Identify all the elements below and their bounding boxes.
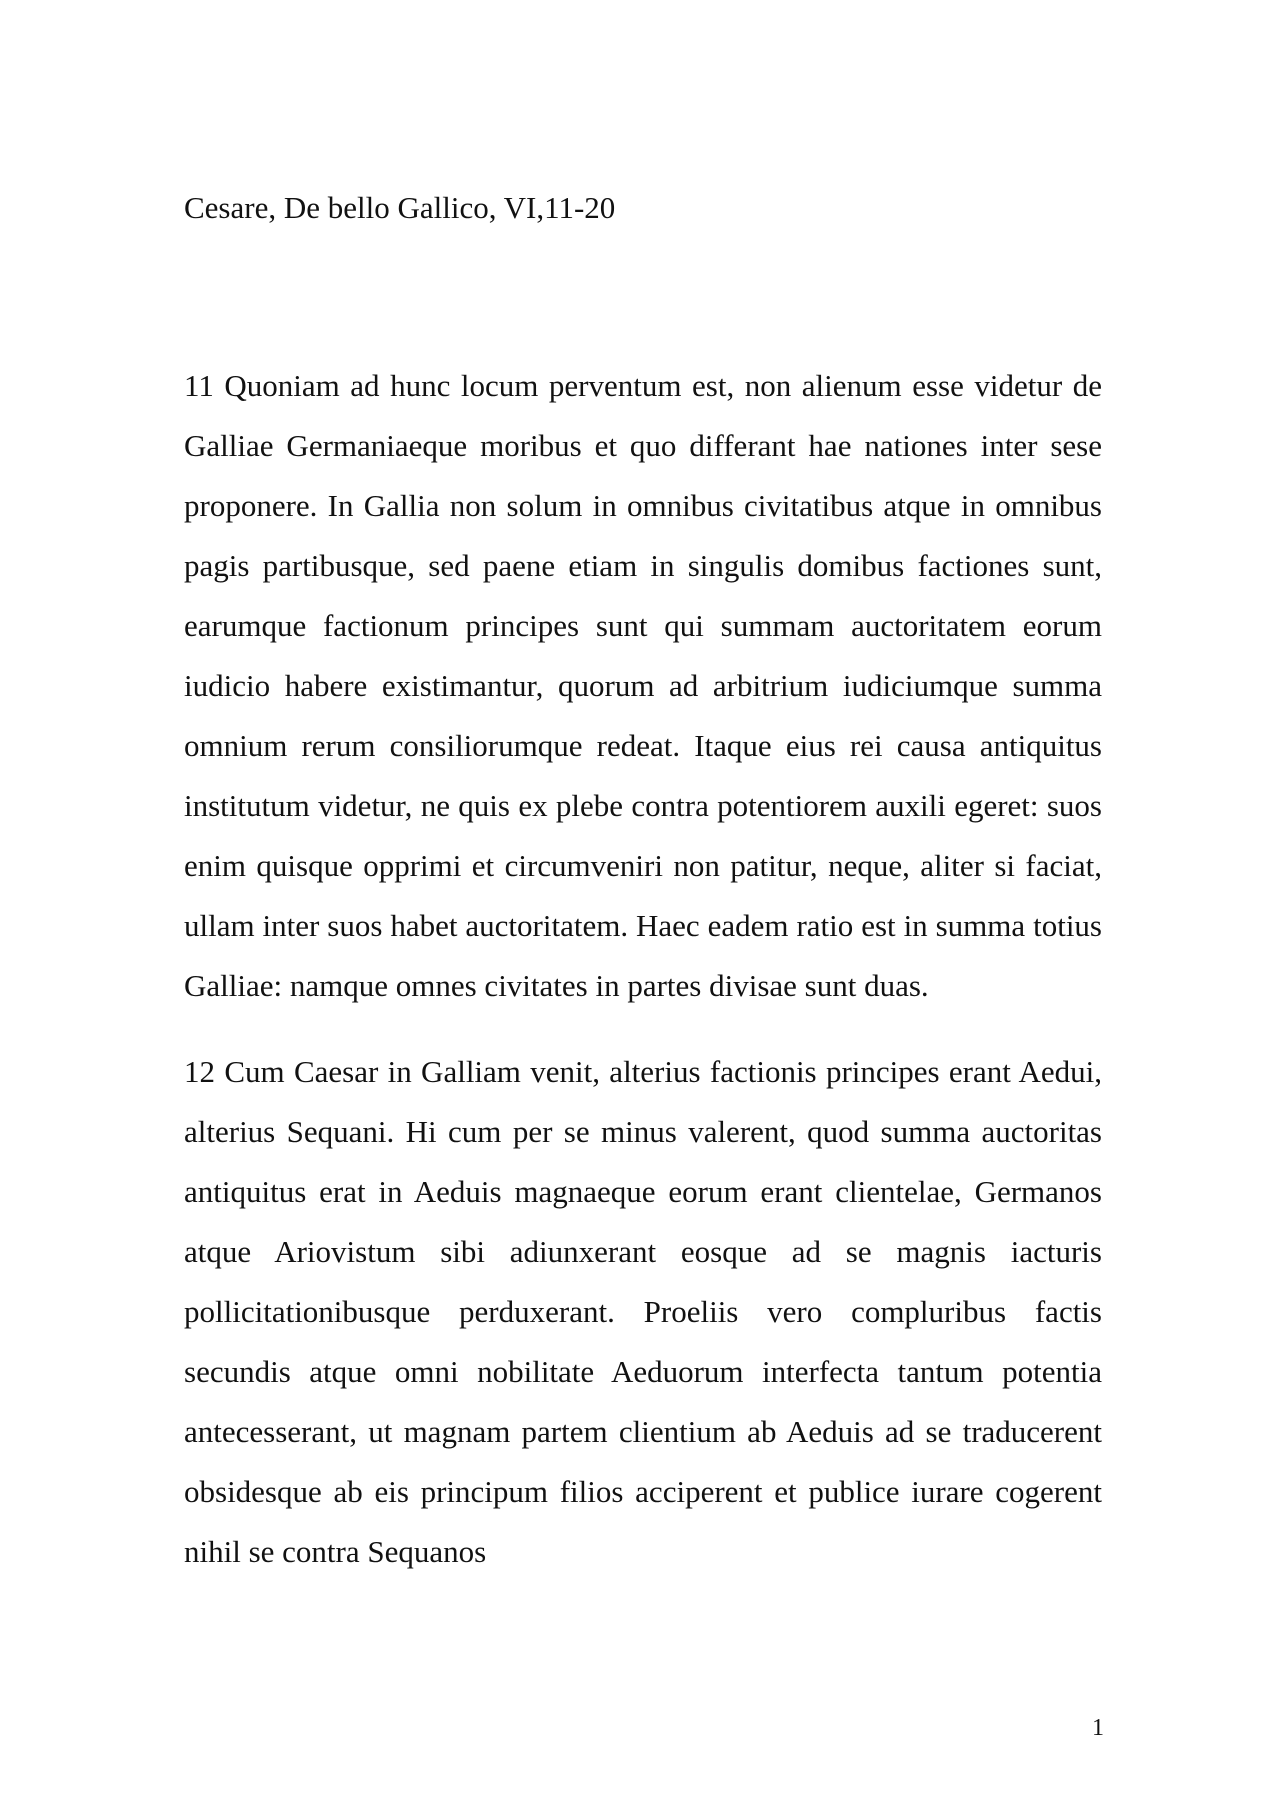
document-body bbox=[184, 356, 1102, 1608]
page-number: 1 bbox=[1092, 1715, 1104, 1741]
paragraph-12: 12 Cum Caesar in Galliam venit, alterius factionis principes erant Aedui, alterius Sequani. Hi cum per se minus valerent, quod summa auctoritas antiquitus erat in Aeduis magnaeque eorum erant clientelae, Germanos atque Ariovistum sibi adiunxerant eosque ad se magnis iacturis pollicitationibusque perduxerant. Proeliis vero compluribus factis secundis atque omni nobilitate Aeduorum interfecta tantum potentia antecesserant, ut magnam partem clientium ab Aeduis ad se traducerent obsidesque ab eis principum filios acciperent et publice iurare cogerent nihil se contra Sequanos bbox=[184, 1054, 1102, 1569]
document-title: Cesare, De bello Gallico, VI,11-20 bbox=[184, 190, 616, 225]
paragraph-11: 11 Quoniam ad hunc locum perventum est, non alienum esse videtur de Galliae Germaniaeque moribus et quo differant hae nationes inter sese proponere. In Gallia non solum in omnibus civitatibus atque in omnibus pagis partibusque, sed paene etiam in singulis domibus factiones sunt, earumque factionum principes sunt qui summam auctoritatem eorum iudicio habere existimantur, quorum ad arbitrium iudiciumque summa omnium rerum consiliorumque redeat. Itaque eius rei causa antiquitus institutum videtur, ne quis ex plebe contra potentiorem auxili egeret: suos enim quisque opprimi et circumveniri non patitur, neque, aliter si faciat, ullam inter suos habet auctoritatem. Haec eadem ratio est in summa totius Galliae: namque omnes civitates in partes divisae sunt duas. bbox=[184, 368, 1102, 1003]
